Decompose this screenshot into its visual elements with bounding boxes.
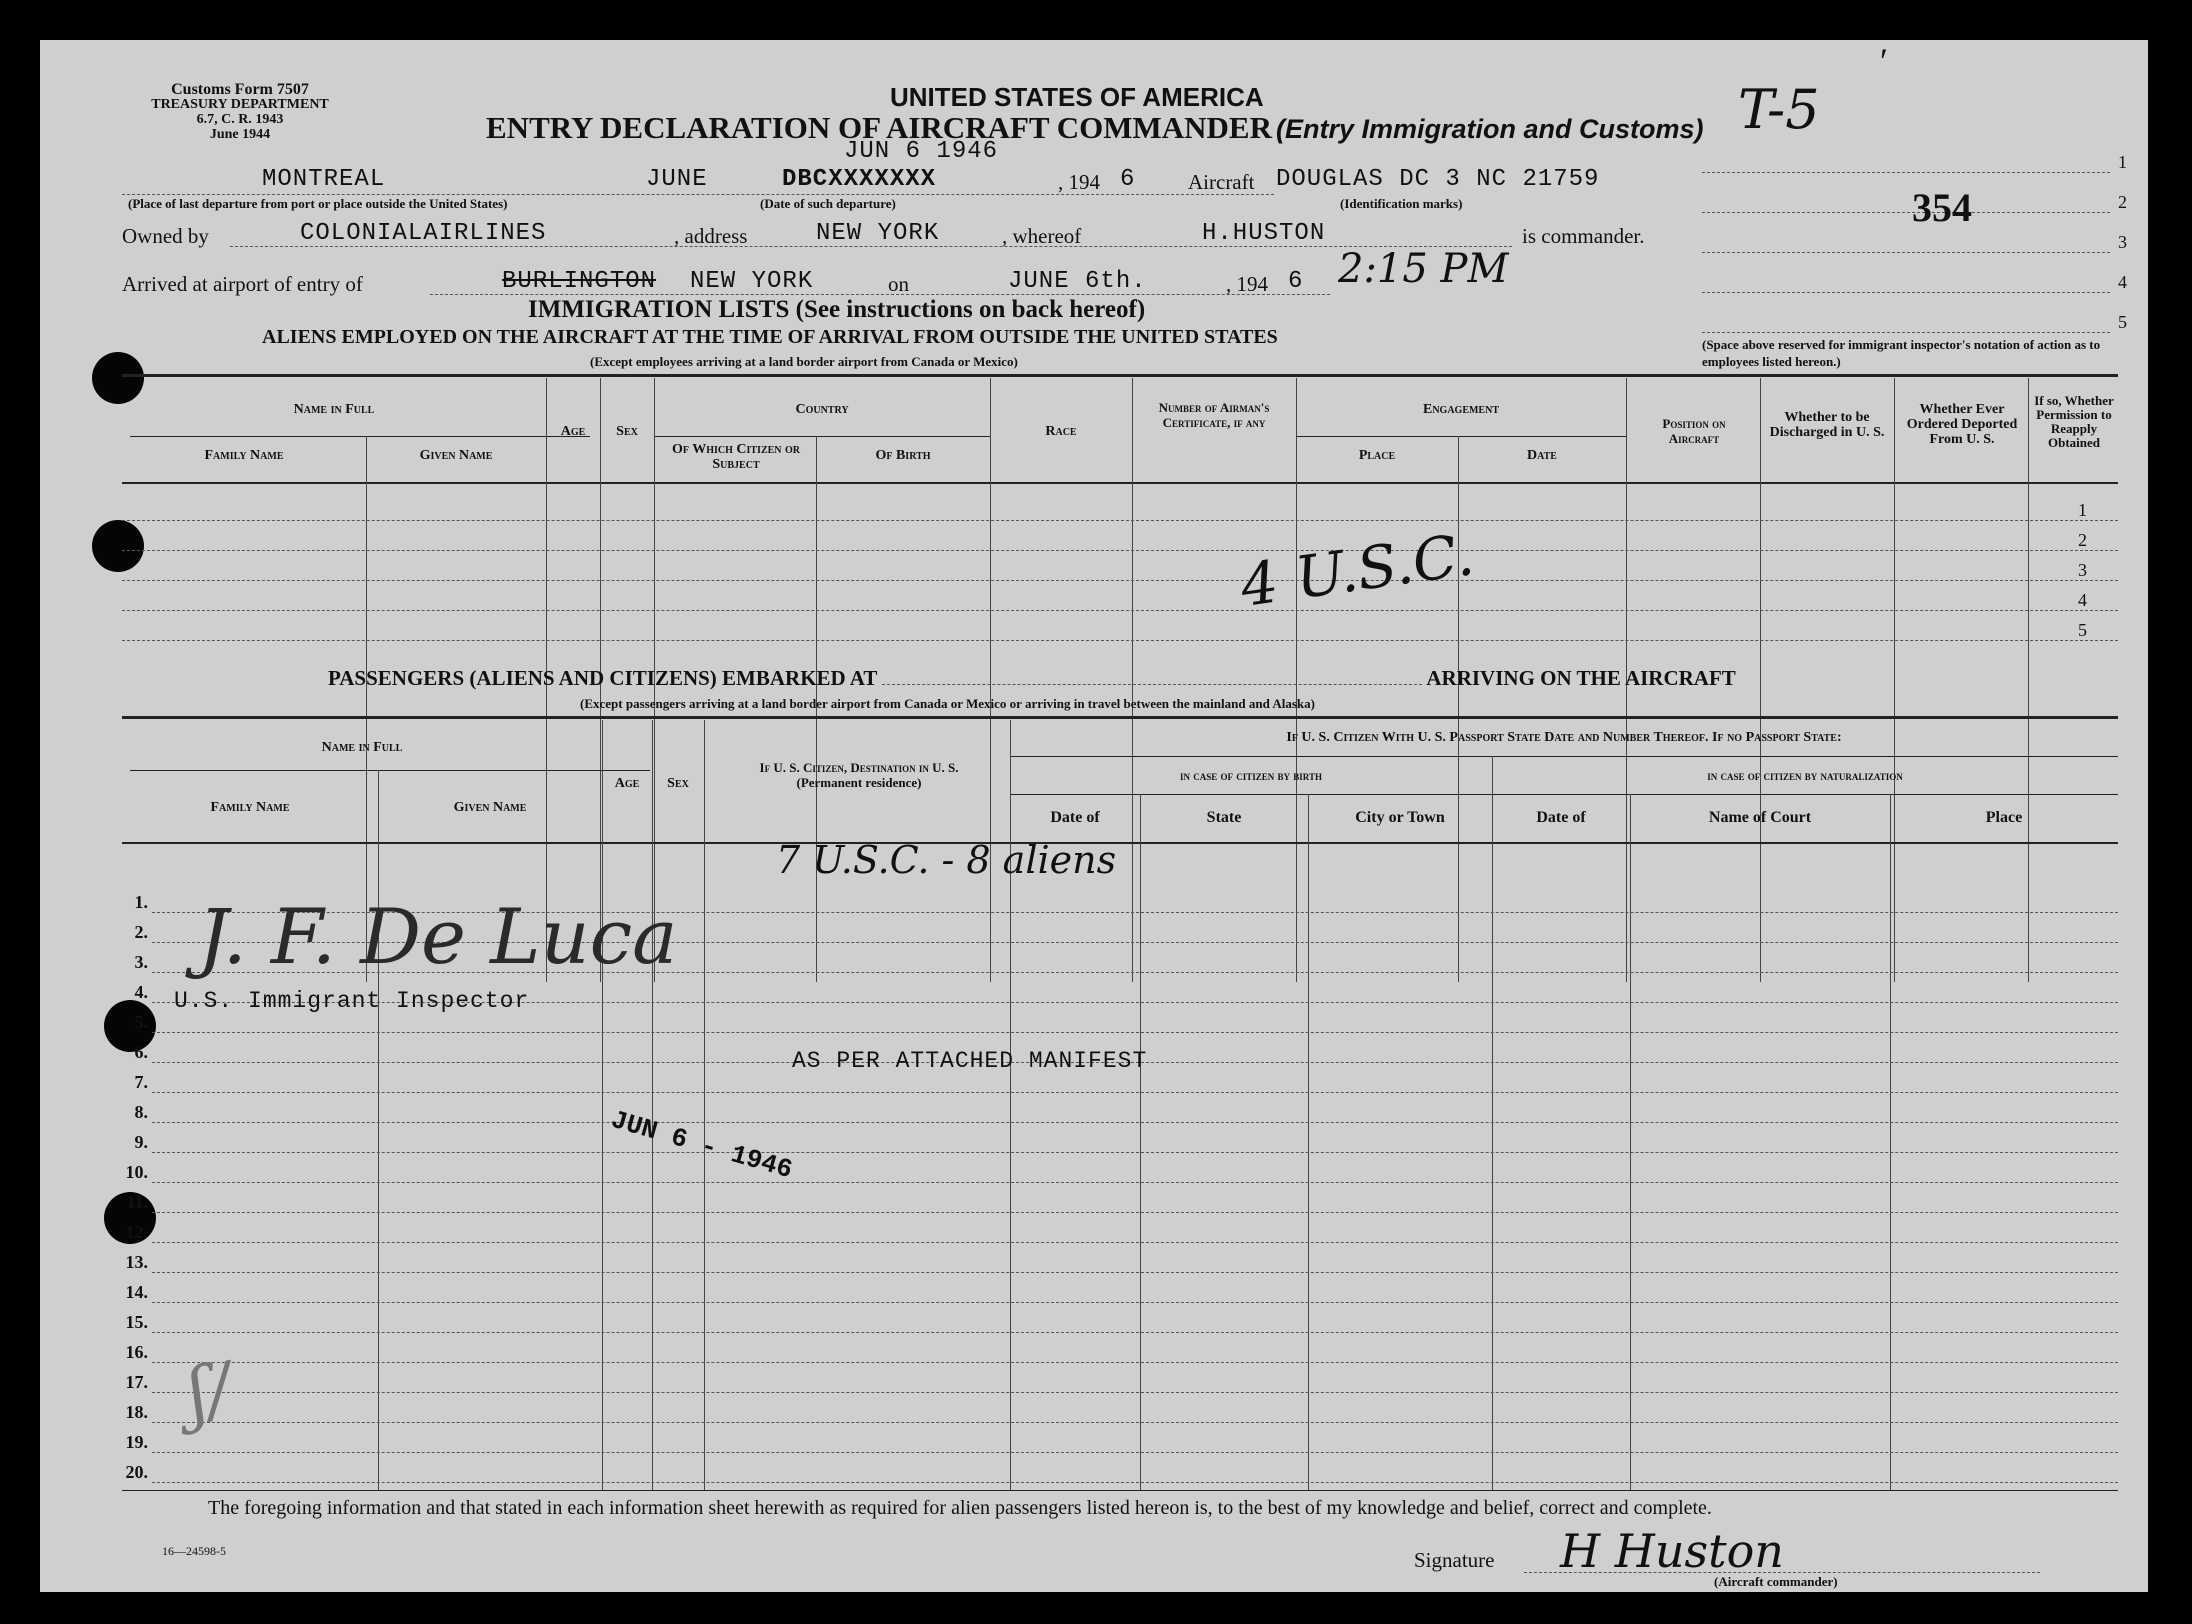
passenger-row-line [152,1122,2118,1123]
immig-header-date: Date [1527,448,1557,463]
margin-mark: ʃ/ [181,1346,238,1436]
pass-col-divider [1010,720,1011,1490]
passenger-row-number: 16. [125,1342,148,1362]
print-number: 16—24598-5 [162,1544,226,1558]
immig-row-line [122,550,2118,551]
pass-header-court: Name of Court [1708,809,1812,826]
pass-header-by-birth: in case of citizen by birth [1180,768,1322,783]
passenger-row-number: 5. [134,1012,148,1032]
immig-header-discharged: Whether to be Discharged in U. S. [1769,410,1885,440]
owner-name: COLONIALAIRLINES [300,220,547,247]
pass-col-divider [602,720,603,1490]
pass-col-divider [652,720,653,1490]
passenger-row-number: 2. [134,922,148,942]
pass-col-divider [378,770,379,1490]
inspector-line-number: 3 [2118,232,2127,252]
owner-address: NEW YORK [816,220,940,247]
address-label: , address [674,224,748,248]
pass-col-divider [704,720,705,1490]
pass-sub-rule [1010,756,2118,757]
immig-header-position: Position on Aircraft [1662,416,1726,446]
passenger-row-line [152,1422,2118,1423]
title-usa: UNITED STATES OF AMERICA [890,82,1264,112]
pass-hand-entry: 7 U.S.C. - 8 aliens [776,838,1117,882]
arrival-line [430,294,1330,295]
immig-row-number: 1 [2078,500,2087,520]
owned-by-label: Owned by [122,224,209,248]
passenger-row-line [152,1182,2118,1183]
immigration-title: IMMIGRATION LISTS (See instructions on back hereof) [528,296,1146,323]
arrival-time: 2:15 PM [1338,246,1509,292]
immig-row-number: 4 [2078,590,2087,610]
passenger-row-number: 3. [134,952,148,972]
inspector-line-1 [1702,172,2110,173]
passenger-row-number: 18. [125,1402,148,1422]
pass-header-state: State [1206,809,1242,826]
signature-label: Signature [1414,1548,1495,1572]
pass-header-place: Place [1985,809,2023,826]
commander-label: is commander. [1522,224,1645,248]
immig-handwriting: 4 U.S.C. [1236,520,1478,620]
inspector-signature: J. F. De Luca [198,892,678,981]
immig-header-race: Race [1045,424,1077,439]
passenger-row-line [152,1212,2118,1213]
immig-row-number: 2 [2078,530,2087,550]
arrival-year-prefix: , 194 [1226,272,1268,296]
immig-header-certificate: Number of Airman's Certificate, if any [1158,400,1270,430]
passenger-row-number: 9. [134,1132,148,1152]
pass-col-divider [1630,794,1631,1490]
immig-row-line [122,610,2118,611]
passenger-row-number: 20. [125,1462,148,1482]
passenger-row-number: 14. [125,1282,148,1302]
pass-header-family: Family Name [210,800,290,815]
passenger-row-number: 15. [125,1312,148,1332]
passenger-row-number: 11. [126,1192,148,1212]
immig-row-number: 3 [2078,560,2087,580]
pass-top-rule [122,716,2118,719]
form-number: Customs Form 7507 TREASURY DEPARTMENT 6.7, C. R. 1943 June 1944 [151,81,329,142]
immig-header-given: Given Name [419,448,493,463]
punch-hole [92,352,144,404]
passenger-row-number: 17. [125,1372,148,1392]
pass-header-given: Given Name [453,800,527,815]
immig-row-number: 5 [2078,620,2087,640]
arrival-airport: NEW YORK [690,268,814,295]
immig-header-engagement: Engagement [1422,402,1499,417]
pass-header-name: Name in Full [321,740,403,755]
manifest-note: AS PER ATTACHED MANIFEST [792,1048,1148,1074]
passenger-row-line [152,1392,2118,1393]
passenger-row-number: 7. [134,1072,148,1092]
inspector-line-4 [1702,292,2110,293]
pass-sub-rule [130,770,650,771]
pass-header-destination: If U. S. Citizen, Destination in U. S. (Permanent residence) [759,760,959,790]
inspector-line-number: 2 [2118,192,2127,212]
passenger-row-number: 8. [134,1102,148,1122]
immig-header-age: Age [560,424,586,439]
immig-col-divider [1760,378,1761,982]
departure-struck: DBCXXXXXXX [782,166,937,193]
pass-sub-rule [1010,794,2118,795]
departure-year-prefix: , 194 [1058,170,1100,194]
inspector-line-5 [1702,332,2110,333]
passenger-row-line [152,1152,2118,1153]
immigration-note: (Except employees arriving at a land border airport from Canada or Mexico) [590,354,1018,369]
immig-header-country: Country [795,402,849,417]
aircraft-id: DOUGLAS DC 3 NC 21759 [1276,166,1600,193]
passengers-note: (Except passengers arriving at a land border airport from Canada or Mexico or arriving in travel between the mainland and Alaska) [580,696,1315,711]
pass-col-divider [1308,794,1309,1490]
immig-row-line [122,640,2118,641]
aircraft-label: Aircraft [1188,170,1255,194]
immig-header-family: Family Name [204,448,284,463]
immig-sub-rule [1296,436,1626,437]
pass-col-divider [1140,794,1141,1490]
immig-col-divider [2028,378,2029,982]
immig-header-permission: If so, Whether Permission to Reapply Obtained [2034,393,2114,450]
inspector-caption: (Space above reserved for immigrant inspector's notation of action as to employees listed hereon.) [1702,337,2101,369]
pass-header-date-of-2: Date of [1536,809,1586,826]
footer-declaration: The foregoing information and that stated in each information sheet herewith as required for alien passengers listed hereon is, to the best of my knowledge and belief, correct and complete. [208,1497,1712,1519]
immig-header-place: Place [1358,448,1396,463]
pass-header-date-of: Date of [1050,809,1100,826]
immig-header-rule [122,482,2118,484]
immig-header-name: Name in Full [293,402,375,417]
inspector-line-number: 1 [2118,152,2127,172]
passenger-row-line [152,1482,2118,1483]
departure-stamp-date: JUN 6 1946 [844,138,999,165]
corner-mark: ′ [1880,41,1888,81]
inspector-title: U.S. Immigrant Inspector [174,988,530,1014]
immig-sub-rule [654,436,990,437]
arrival-on-label: on [888,272,909,296]
passenger-row-line [152,1242,2118,1243]
passenger-row-number: 10. [125,1162,148,1182]
immig-header-of-birth: Of Birth [875,448,931,463]
aircraft-id-caption: (Identification marks) [1340,196,1463,211]
passengers-title: PASSENGERS (ALIENS AND CITIZENS) EMBARKED AT ARRIVING ON THE AIRCRAFT [328,666,1736,690]
owner-line [230,246,1512,247]
pass-header-passport: If U. S. Citizen With U. S. Passport State Date and Number Thereof. If no Passport State: [1286,730,1842,745]
passenger-row-number: 6. [134,1042,148,1062]
pass-header-age: Age [614,776,640,791]
immig-top-rule [122,374,2118,377]
form-sheet [40,40,2148,1592]
departure-line [122,194,1274,195]
arrival-year: 6 [1288,268,1304,295]
passenger-row-line [152,1452,2118,1453]
passenger-row-line [152,1362,2118,1363]
inspector-line-number: 4 [2118,272,2127,292]
pass-header-city: City or Town [1355,809,1445,826]
handwritten-code: T-5 [1738,78,1820,141]
inspector-line-3 [1702,252,2110,253]
departure-place-caption: (Place of last departure from port or place outside the United States) [128,196,508,211]
inspector-line-2 [1702,212,2110,213]
signature-line [1524,1572,2040,1573]
immig-col-divider [1458,436,1459,982]
signature-caption: (Aircraft commander) [1714,1574,1838,1589]
pass-header-sex: Sex [667,776,689,791]
commander-signature: H Huston [1560,1524,1784,1578]
passenger-row-line [152,1092,2118,1093]
whereof-label: , whereof [1002,224,1082,248]
immigration-subtitle: ALIENS EMPLOYED ON THE AIRCRAFT AT THE TIME OF ARRIVAL FROM OUTSIDE THE UNITED STATES [262,326,1278,348]
pass-header-by-naturalization: in case of citizen by naturalization [1707,768,1903,783]
departure-year: 6 [1120,166,1136,193]
inspector-number: 354 [1912,185,1972,230]
passenger-row-line [152,1032,2118,1033]
inspection-stamp: JUN 6 - 1946 [607,1104,796,1186]
immig-sub-rule [130,436,590,437]
passenger-row-number: 13. [125,1252,148,1272]
footer-rule [122,1490,2118,1491]
immig-header-deported: Whether Ever Ordered Deported From U. S. [1906,402,2018,447]
immig-header-sex: Sex [616,424,638,439]
departure-month: JUNE [646,166,708,193]
arrival-struck-airport: BURLINGTON [502,268,657,295]
arrival-date: JUNE 6th. [1008,268,1147,295]
passenger-row-line [152,1302,2118,1303]
punch-hole [92,520,144,572]
pass-col-divider [1890,794,1891,1490]
commander-name: H.HUSTON [1202,220,1326,247]
passenger-row-number: 12. [125,1222,148,1242]
departure-date-caption: (Date of such departure) [760,196,896,211]
immig-row-line [122,520,2118,521]
immig-col-divider [1894,378,1895,982]
inspector-line-number: 5 [2118,312,2127,332]
pass-header-rule [122,842,2118,844]
immig-row-line [122,580,2118,581]
arrival-label: Arrived at airport of entry of [122,272,363,296]
passenger-row-line [152,1272,2118,1273]
pass-col-divider [1492,756,1493,1490]
departure-place: MONTREAL [262,166,386,193]
passenger-row-number: 4. [134,982,148,1002]
immig-header-citizen-of: Of Which Citizen or Subject [671,442,801,472]
passenger-row-line [152,1332,2118,1333]
title-entry-declaration: ENTRY DECLARATION OF AIRCRAFT COMMANDER (Entry Immigration and Customs) [486,110,1704,145]
passenger-row-number: 1. [134,892,148,912]
passenger-row-number: 19. [125,1432,148,1452]
